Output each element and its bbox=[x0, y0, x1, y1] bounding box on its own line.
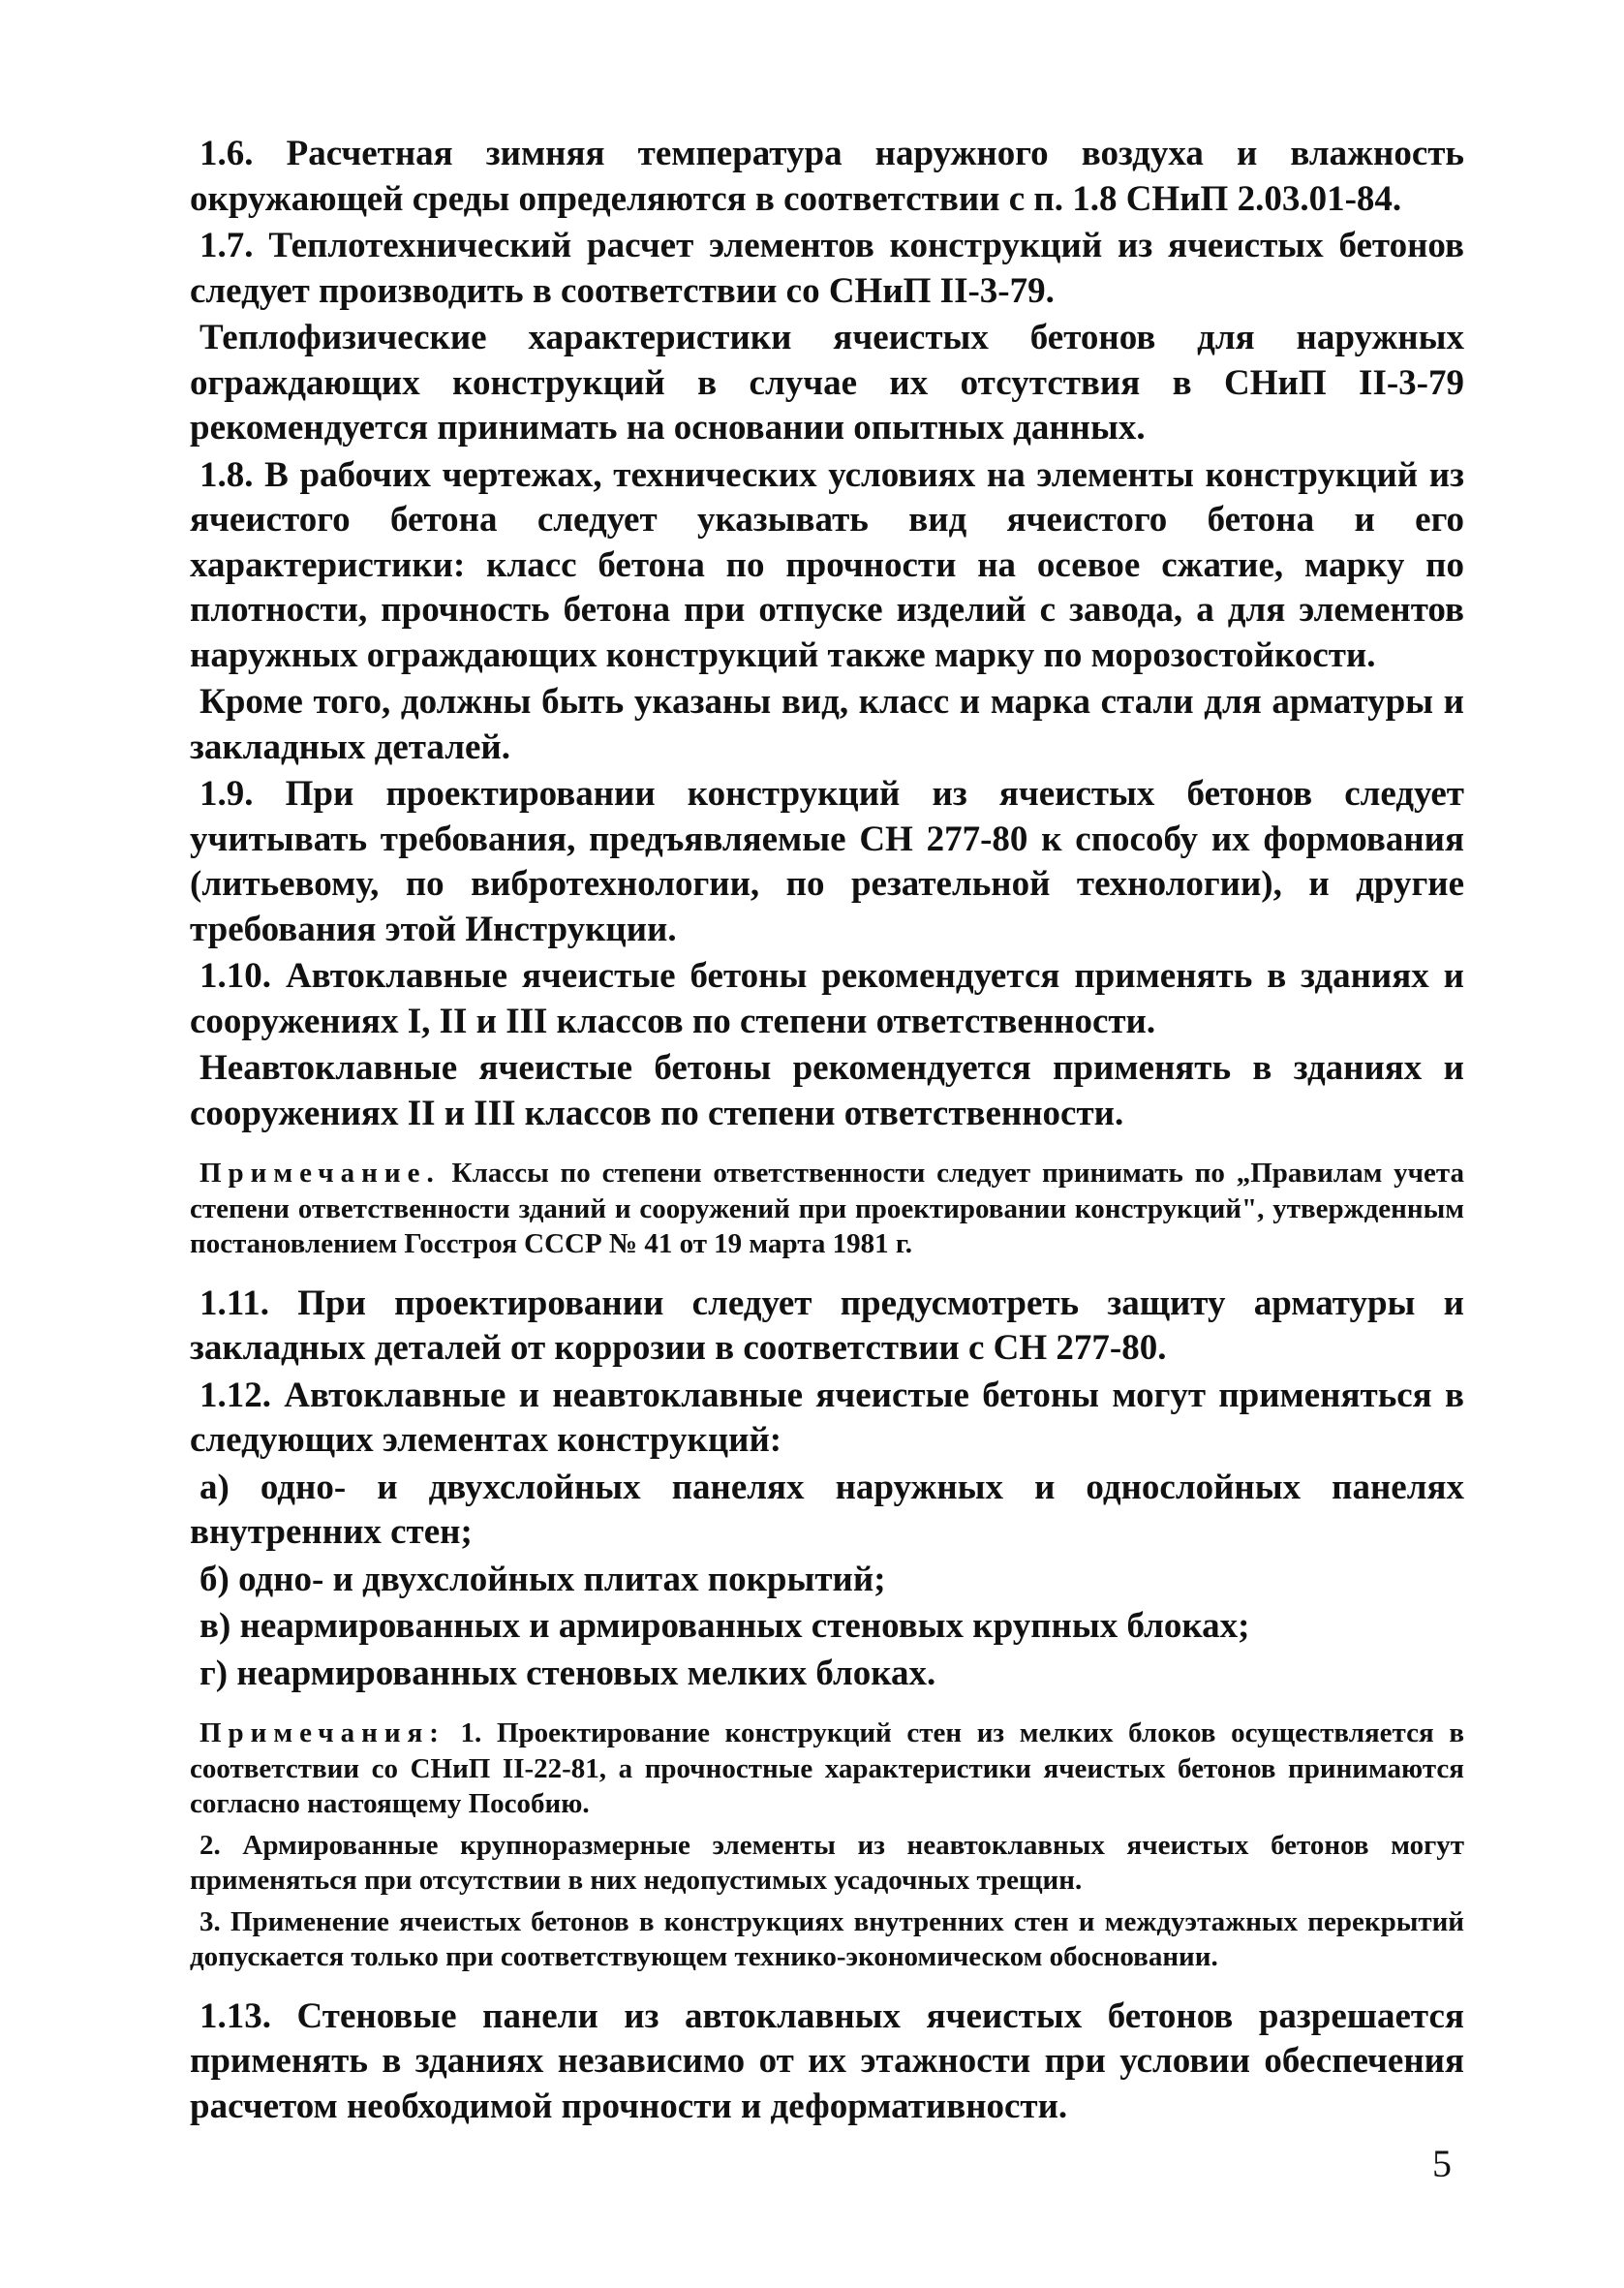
list-item-text: неармированных и армированных стеновых крупных блоках; bbox=[230, 1606, 1250, 1646]
paragraph-1-6 bbox=[190, 132, 1464, 222]
page-content bbox=[190, 132, 1464, 2129]
note-2-item-1 bbox=[190, 1716, 1464, 1822]
clause-number: 1.6. bbox=[199, 134, 254, 173]
paragraph-text: Автоклавные ячеистые бетоны рекомендуется применять в зданиях и сооружениях I, II и III классов по степени ответственности. bbox=[190, 956, 1464, 1041]
paragraph-text: Расчетная зимняя температура наружного воздуха и влажность окружающей среды определяются в соответствии с п. 1.8 СНиП 2.03.01-84. bbox=[190, 134, 1464, 219]
clause-number: 1.13. bbox=[199, 1995, 271, 2036]
clause-number: 1.10. bbox=[199, 956, 271, 996]
page-number: 5 bbox=[1432, 2142, 1452, 2185]
paragraph-1-8-continued bbox=[190, 680, 1464, 770]
paragraph-1-9 bbox=[190, 772, 1464, 952]
clause-number: 1.7. bbox=[199, 226, 254, 265]
list-marker: г) bbox=[199, 1653, 229, 1693]
list-item-text: одно- и двухслойных плитах покрытий; bbox=[229, 1559, 886, 1599]
paragraph-text: Кроме того, должны быть указаны вид, класс и марка стали для арматуры и закладных деталей. bbox=[190, 682, 1464, 767]
note-text: 2. Армированные крупноразмерные элементы из неавтоклавных ячеистых бетонов могут применяться при отсутствии в них недопустимых усадочных трещин. bbox=[190, 1829, 1464, 1896]
clause-number: 1.9. bbox=[199, 774, 254, 814]
note-label: Примечания: bbox=[199, 1717, 445, 1748]
clause-number: 1.8. bbox=[199, 454, 254, 495]
paragraph-1-13 bbox=[190, 1994, 1464, 2130]
note-text: Классы по степени ответственности следует принимать по „Правилам учета степени ответственности зданий и сооружений при проектировании конструкций", утвержденным постановлением Госстроя СССР № 41 от 19 марта 1981 г. bbox=[190, 1158, 1464, 1259]
paragraph-text: В рабочих чертежах, технических условиях на элементы конструкций из ячеистого бетона следует указывать вид ячеистого бетона и его характеристики: класс бетона по прочности на осевое сжатие, марку по плотности, прочность бетона при отпуске изделий с завода, а для элементов наружных ограждающих конструкций также марку по морозостойкости. bbox=[190, 454, 1464, 675]
note-text: 3. Применение ячеистых бетонов в конструкциях внутренних стен и междуэтажных перекрытий допускается только при соответствующем технико-экономическом обосновании. bbox=[190, 1905, 1464, 1972]
paragraph-1-7 bbox=[190, 224, 1464, 314]
paragraph-1-12 bbox=[190, 1374, 1464, 1464]
paragraph-text: Стеновые панели из автоклавных ячеистых бетонов разрешается применять в зданиях независимо от их этажности при условии обеспечения расчетом необходимой прочности и деформативности. bbox=[190, 1995, 1464, 2126]
note-1 bbox=[190, 1156, 1464, 1262]
paragraph-text: Автоклавные и неавтоклавные ячеистые бетоны могут применяться в следующих элементах конструкций: bbox=[190, 1375, 1464, 1460]
note-label: Примечание. bbox=[199, 1158, 441, 1189]
list-marker: а) bbox=[199, 1467, 230, 1507]
list-item-g bbox=[190, 1652, 1464, 1697]
list-item-v bbox=[190, 1604, 1464, 1650]
note-block-2 bbox=[190, 1716, 1464, 1975]
list-item-text: неармированных стеновых мелких блоках. bbox=[228, 1653, 936, 1693]
paragraph-1-11 bbox=[190, 1282, 1464, 1372]
list-marker: в) bbox=[199, 1606, 231, 1646]
list-item-a bbox=[190, 1466, 1464, 1556]
note-block-1 bbox=[190, 1156, 1464, 1262]
paragraph-text: При проектировании следует предусмотреть защиту арматуры и закладных деталей от коррозии в соответствии с СН 277-80. bbox=[190, 1283, 1464, 1368]
note-2-item-2 bbox=[190, 1828, 1464, 1899]
list-marker: б) bbox=[199, 1559, 230, 1599]
paragraph-1-8 bbox=[190, 453, 1464, 679]
note-text: 1. Проектирование конструкций стен из мелких блоков осуществляется в соответствии со СНиП II-22-81, а прочностные характеристики ячеистых бетонов принимаются согласно настоящему Пособию. bbox=[190, 1717, 1464, 1819]
note-2-item-3 bbox=[190, 1904, 1464, 1975]
paragraph-text: Неавтоклавные ячеистые бетоны рекомендуется применять в зданиях и сооружениях II и III классов по степени ответственности. bbox=[190, 1048, 1464, 1133]
paragraph-1-10-continued bbox=[190, 1046, 1464, 1136]
list-item-b bbox=[190, 1558, 1464, 1603]
list-item-text: одно- и двухслойных панелях наружных и однослойных панелях внутренних стен; bbox=[190, 1467, 1464, 1552]
paragraph-1-7-continued bbox=[190, 316, 1464, 451]
paragraph-text: Теплофизические характеристики ячеистых бетонов для наружных ограждающих конструкций в случае их отсутствия в СНиП II-3-79 рекомендуется принимать на основании опытных данных. bbox=[190, 318, 1464, 448]
paragraph-text: При проектировании конструкций из ячеистых бетонов следует учитывать требования, предъявляемые СН 277-80 к способу их формования (литьевому, по вибротехнологии, по резательной технологии), и другие требования этой Инструкции. bbox=[190, 774, 1464, 949]
clause-number: 1.11. bbox=[199, 1283, 269, 1323]
clause-number: 1.12. bbox=[199, 1375, 271, 1415]
paragraph-1-10 bbox=[190, 954, 1464, 1044]
paragraph-text: Теплотехнический расчет элементов конструкций из ячеистых бетонов следует производить в соответствии со СНиП II-3-79. bbox=[190, 226, 1464, 311]
